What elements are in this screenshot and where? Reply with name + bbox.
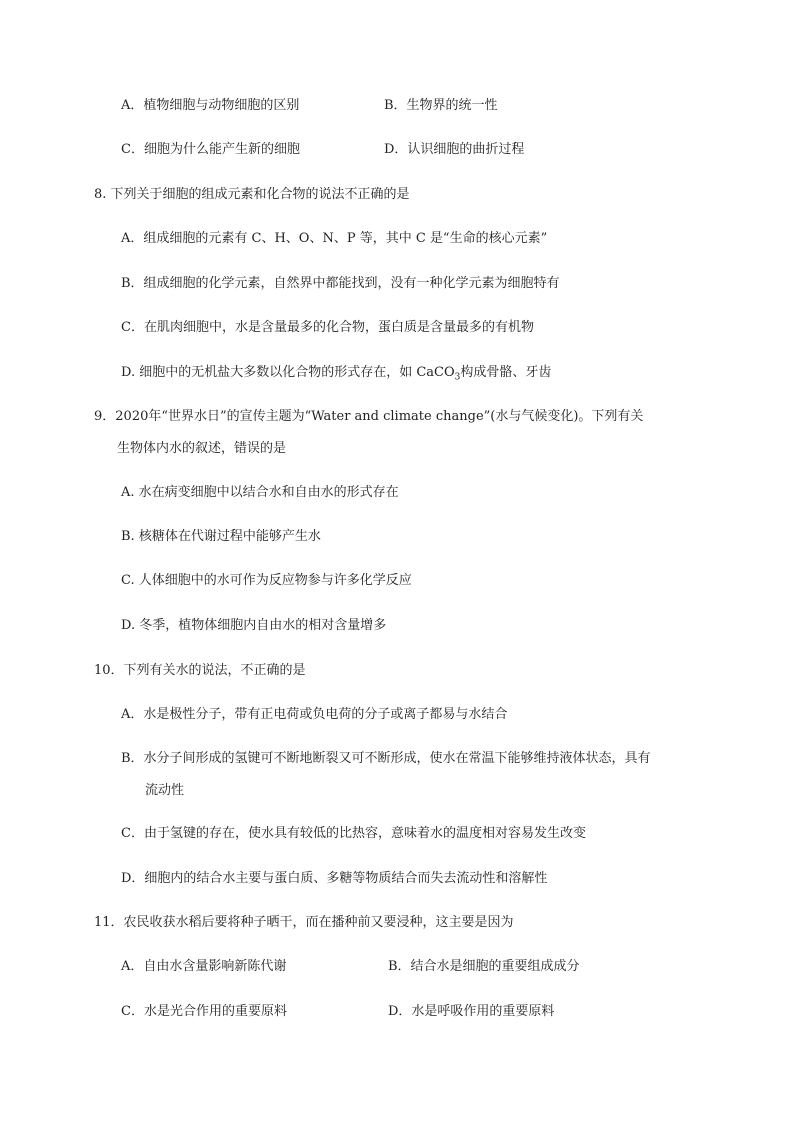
q7-option-c: C．细胞为什么能产生新的细胞 <box>121 142 300 157</box>
q9-option-a: A. 水在病变细胞中以结合水和自由水的形式存在 <box>121 485 399 500</box>
q11-option-d: D．水是呼吸作用的重要原料 <box>388 1004 555 1019</box>
q10-option-a: A．水是极性分子，带有正电荷或负电荷的分子或离子都易与水结合 <box>121 707 508 722</box>
q11-option-b: B．结合水是细胞的重要组成成分 <box>388 959 580 974</box>
q7-option-a: A．植物细胞与动物细胞的区别 <box>121 98 300 113</box>
q11-option-c: C．水是光合作用的重要原料 <box>121 1004 287 1019</box>
q8-option-b: B．组成细胞的化学元素，自然界中都能找到，没有一种化学元素为细胞特有 <box>121 276 560 291</box>
q8-option-d-suffix: 构成骨骼、牙齿 <box>460 365 552 380</box>
q10-option-c: C．由于氢键的存在，使水具有较低的比热容，意味着水的温度相对容易发生改变 <box>121 826 586 841</box>
q9-stem-line1: 9．2020年“世界水日”的宣传主题为“Water and climate change”(水与气候变化)。下列有关 <box>94 409 644 424</box>
q9-option-d: D. 冬季，植物体细胞内自由水的相对含量增多 <box>121 618 387 633</box>
q10-option-b-line1: B．水分子间形成的氢键可不断地断裂又可不断形成，使水在常温下能够维持液体状态，具有 <box>121 751 651 766</box>
q7-option-d: D．认识细胞的曲折过程 <box>384 142 525 157</box>
q8-stem: 8. 下列关于细胞的组成元素和化合物的说法不正确的是 <box>94 187 410 202</box>
q11-option-a: A．自由水含量影响新陈代谢 <box>121 959 287 974</box>
q8-option-d <box>121 364 551 382</box>
q9-stem-line2: 生物体内水的叙述，错误的是 <box>117 441 287 456</box>
q9-option-c: C. 人体细胞中的水可作为反应物参与许多化学反应 <box>121 573 412 588</box>
q8-option-c: C．在肌肉细胞中，水是含量最多的化合物，蛋白质是含量最多的有机物 <box>121 320 534 335</box>
q8-option-d-text: D. 细胞中的无机盐大多数以化合物的形式存在，如 CaCO <box>121 365 455 380</box>
q7-option-b: B．生物界的统一性 <box>384 98 498 113</box>
q8-option-a: A．组成细胞的元素有 C、H、O、N、P 等，其中 C 是“生命的核心元素” <box>121 231 548 246</box>
q11-stem: 11．农民收获水稻后要将种子晒干，而在播种前又要浸种，这主要是因为 <box>94 915 514 930</box>
q10-option-b-line2: 流动性 <box>145 783 185 798</box>
q8-option-d-subscript: 3 <box>454 372 461 383</box>
q10-stem: 10．下列有关水的说法，不正确的是 <box>94 663 306 678</box>
q10-option-d: D．细胞内的结合水主要与蛋白质、多糖等物质结合而失去流动性和溶解性 <box>121 871 548 886</box>
q9-option-b: B. 核糖体在代谢过程中能够产生水 <box>121 529 321 544</box>
